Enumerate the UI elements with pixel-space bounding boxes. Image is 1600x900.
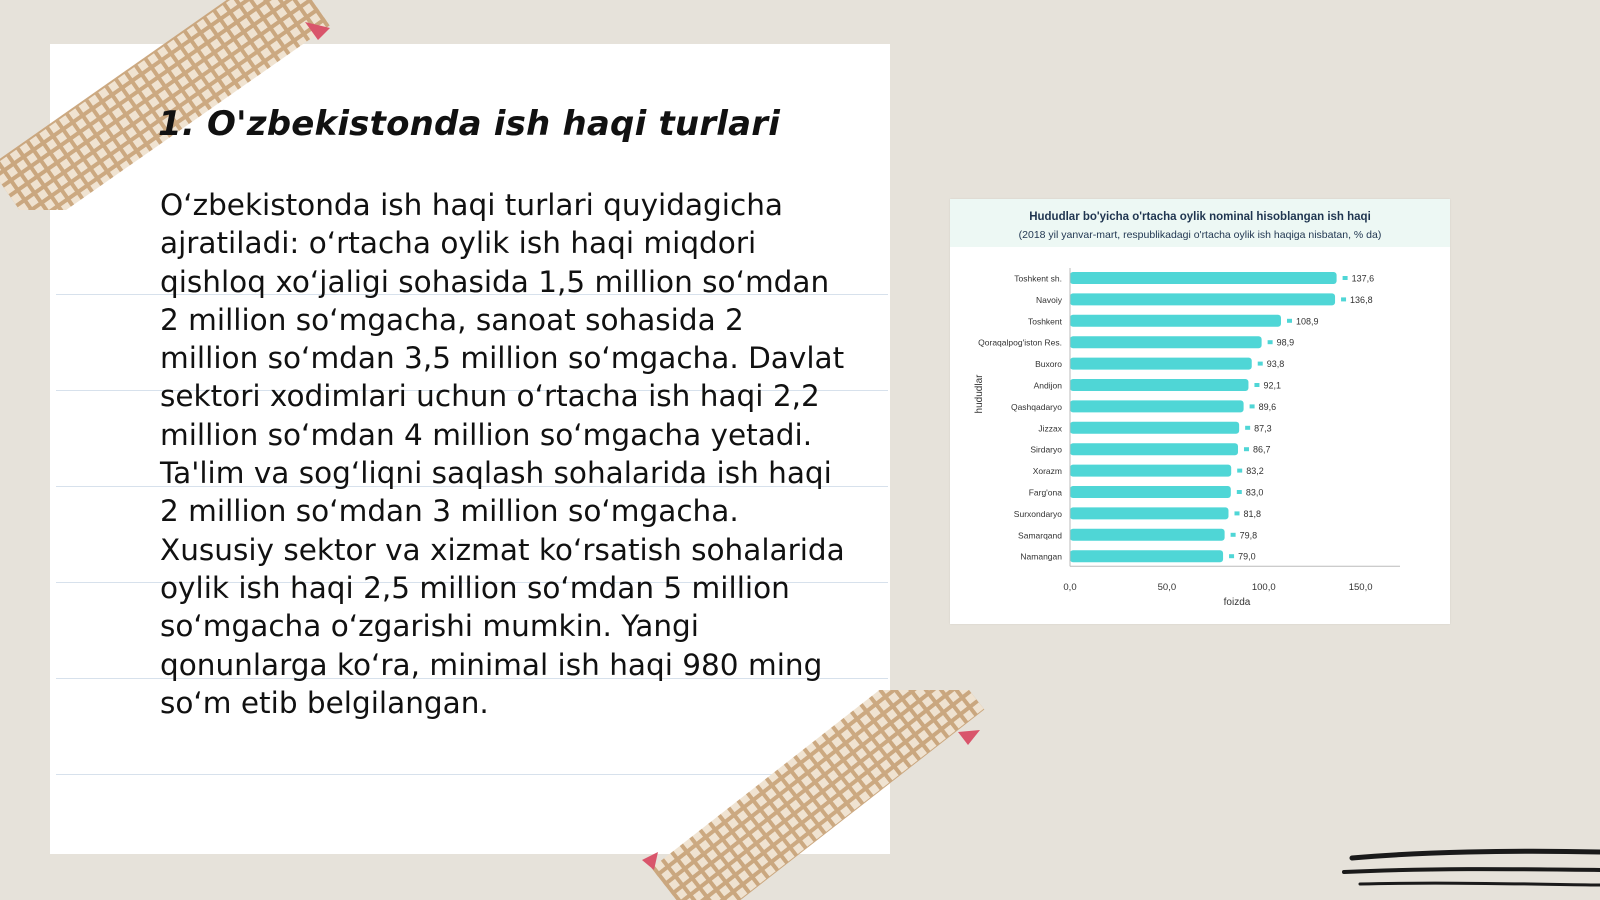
- data-label-marker: [1250, 404, 1255, 408]
- data-label-marker: [1231, 533, 1236, 537]
- data-label-marker: [1237, 490, 1242, 494]
- bar: [1070, 358, 1252, 370]
- data-label: 83,0: [1245, 487, 1264, 498]
- bar: [1070, 465, 1231, 477]
- data-label-marker: [1341, 297, 1346, 301]
- category-label: Qoraqalpog'iston Res.: [978, 337, 1062, 348]
- category-label: Namangan: [1020, 551, 1062, 562]
- bar: [1070, 379, 1248, 391]
- chart-subtitle: (2018 yil yanvar-mart, respublikadagi o'rtacha oylik ish haqiga nisbatan, % da): [1018, 229, 1382, 241]
- bar: [1070, 293, 1335, 305]
- category-label: Navoiy: [1036, 294, 1062, 305]
- bar: [1070, 315, 1281, 327]
- data-label: 89,6: [1258, 401, 1277, 412]
- category-label: Surxondaryo: [1013, 508, 1062, 519]
- bar: [1070, 507, 1228, 519]
- x-tick-label: 50,0: [1157, 582, 1177, 594]
- category-label: Toshkent sh.: [1014, 273, 1062, 284]
- bar: [1070, 336, 1262, 348]
- data-label: 93,8: [1266, 359, 1285, 370]
- data-label: 81,8: [1243, 508, 1262, 519]
- marker-lines-decoration: [1340, 840, 1600, 900]
- data-label-marker: [1229, 554, 1234, 558]
- category-label: Toshkent: [1027, 316, 1062, 327]
- data-label: 136,8: [1350, 294, 1373, 305]
- data-label-marker: [1244, 447, 1249, 451]
- x-tick-label: 100,0: [1251, 582, 1276, 594]
- bar: [1070, 550, 1223, 562]
- category-label: Buxoro: [1035, 359, 1062, 370]
- bar: [1070, 400, 1244, 412]
- bar: [1070, 272, 1337, 284]
- data-label: 98,9: [1276, 337, 1295, 348]
- category-label: Xorazm: [1032, 466, 1062, 477]
- data-label: 137,6: [1351, 273, 1375, 284]
- x-tick-label: 0,0: [1063, 582, 1077, 594]
- bar-chart: [950, 199, 1450, 624]
- category-label: Samarqand: [1018, 530, 1062, 541]
- bar: [1070, 443, 1238, 455]
- x-tick-label: 150,0: [1348, 582, 1373, 594]
- slide-title: 1. O'zbekistonda ish haqi turlari: [158, 104, 781, 144]
- slide-body-text: O‘zbekistonda ish haqi turlari quyidagicha ajratiladi: o‘rtacha oylik ish haqi miqdori qishloq xo‘jaligi sohasida 1,5 million so‘mdan 2 million so‘mgacha, sanoat sohasida 2 million so‘mdan 3,5 million so‘mgacha. Davlat sektori xodimlari uchun o‘rtacha ish haqi 2,2 million so‘mdan 4 million so‘mgacha yetadi. Ta'lim va sog‘liqni saqlash sohalarida ish haqi 2 million so‘mdan 3 million so‘mgacha. Xususiy sektor va xizmat ko‘rsatish sohalarida oylik ish haqi 2,5 million so‘mdan 5 million so‘mgacha o‘zgarishi mumkin. Yangi qonunlarga ko‘ra, minimal ish haqi 980 ming so‘m etib belgilangan.: [160, 188, 845, 720]
- category-label: Qashqadaryo: [1010, 401, 1062, 412]
- data-label-marker: [1268, 340, 1273, 344]
- data-label-marker: [1287, 319, 1292, 323]
- data-label: 87,3: [1254, 423, 1272, 434]
- data-label-marker: [1245, 426, 1250, 430]
- data-label: 108,9: [1295, 316, 1319, 327]
- chart-title: Hududlar bo'yicha o'rtacha oylik nominal hisoblangan ish haqi: [1029, 211, 1371, 223]
- data-label: 79,0: [1238, 551, 1256, 562]
- bar: [1070, 422, 1239, 434]
- category-label: Andijon: [1033, 380, 1062, 391]
- data-label-marker: [1254, 383, 1259, 387]
- x-axis-label: foizda: [1223, 597, 1251, 608]
- data-label: 83,2: [1246, 466, 1264, 477]
- category-label: Jizzax: [1038, 423, 1062, 434]
- data-label: 79,8: [1239, 530, 1258, 541]
- y-axis-label: hududlar: [974, 374, 985, 414]
- data-label: 92,1: [1263, 380, 1281, 391]
- data-label-marker: [1258, 362, 1263, 366]
- bar: [1070, 529, 1225, 541]
- chart-card: [950, 199, 1450, 624]
- data-label-marker: [1234, 511, 1239, 515]
- tape-corner-accent: [958, 730, 980, 745]
- bar: [1070, 486, 1231, 498]
- category-label: Farg'ona: [1028, 487, 1062, 498]
- category-label: Sirdaryo: [1030, 444, 1062, 455]
- data-label-marker: [1343, 276, 1348, 280]
- data-label-marker: [1237, 469, 1242, 473]
- data-label: 86,7: [1252, 444, 1271, 455]
